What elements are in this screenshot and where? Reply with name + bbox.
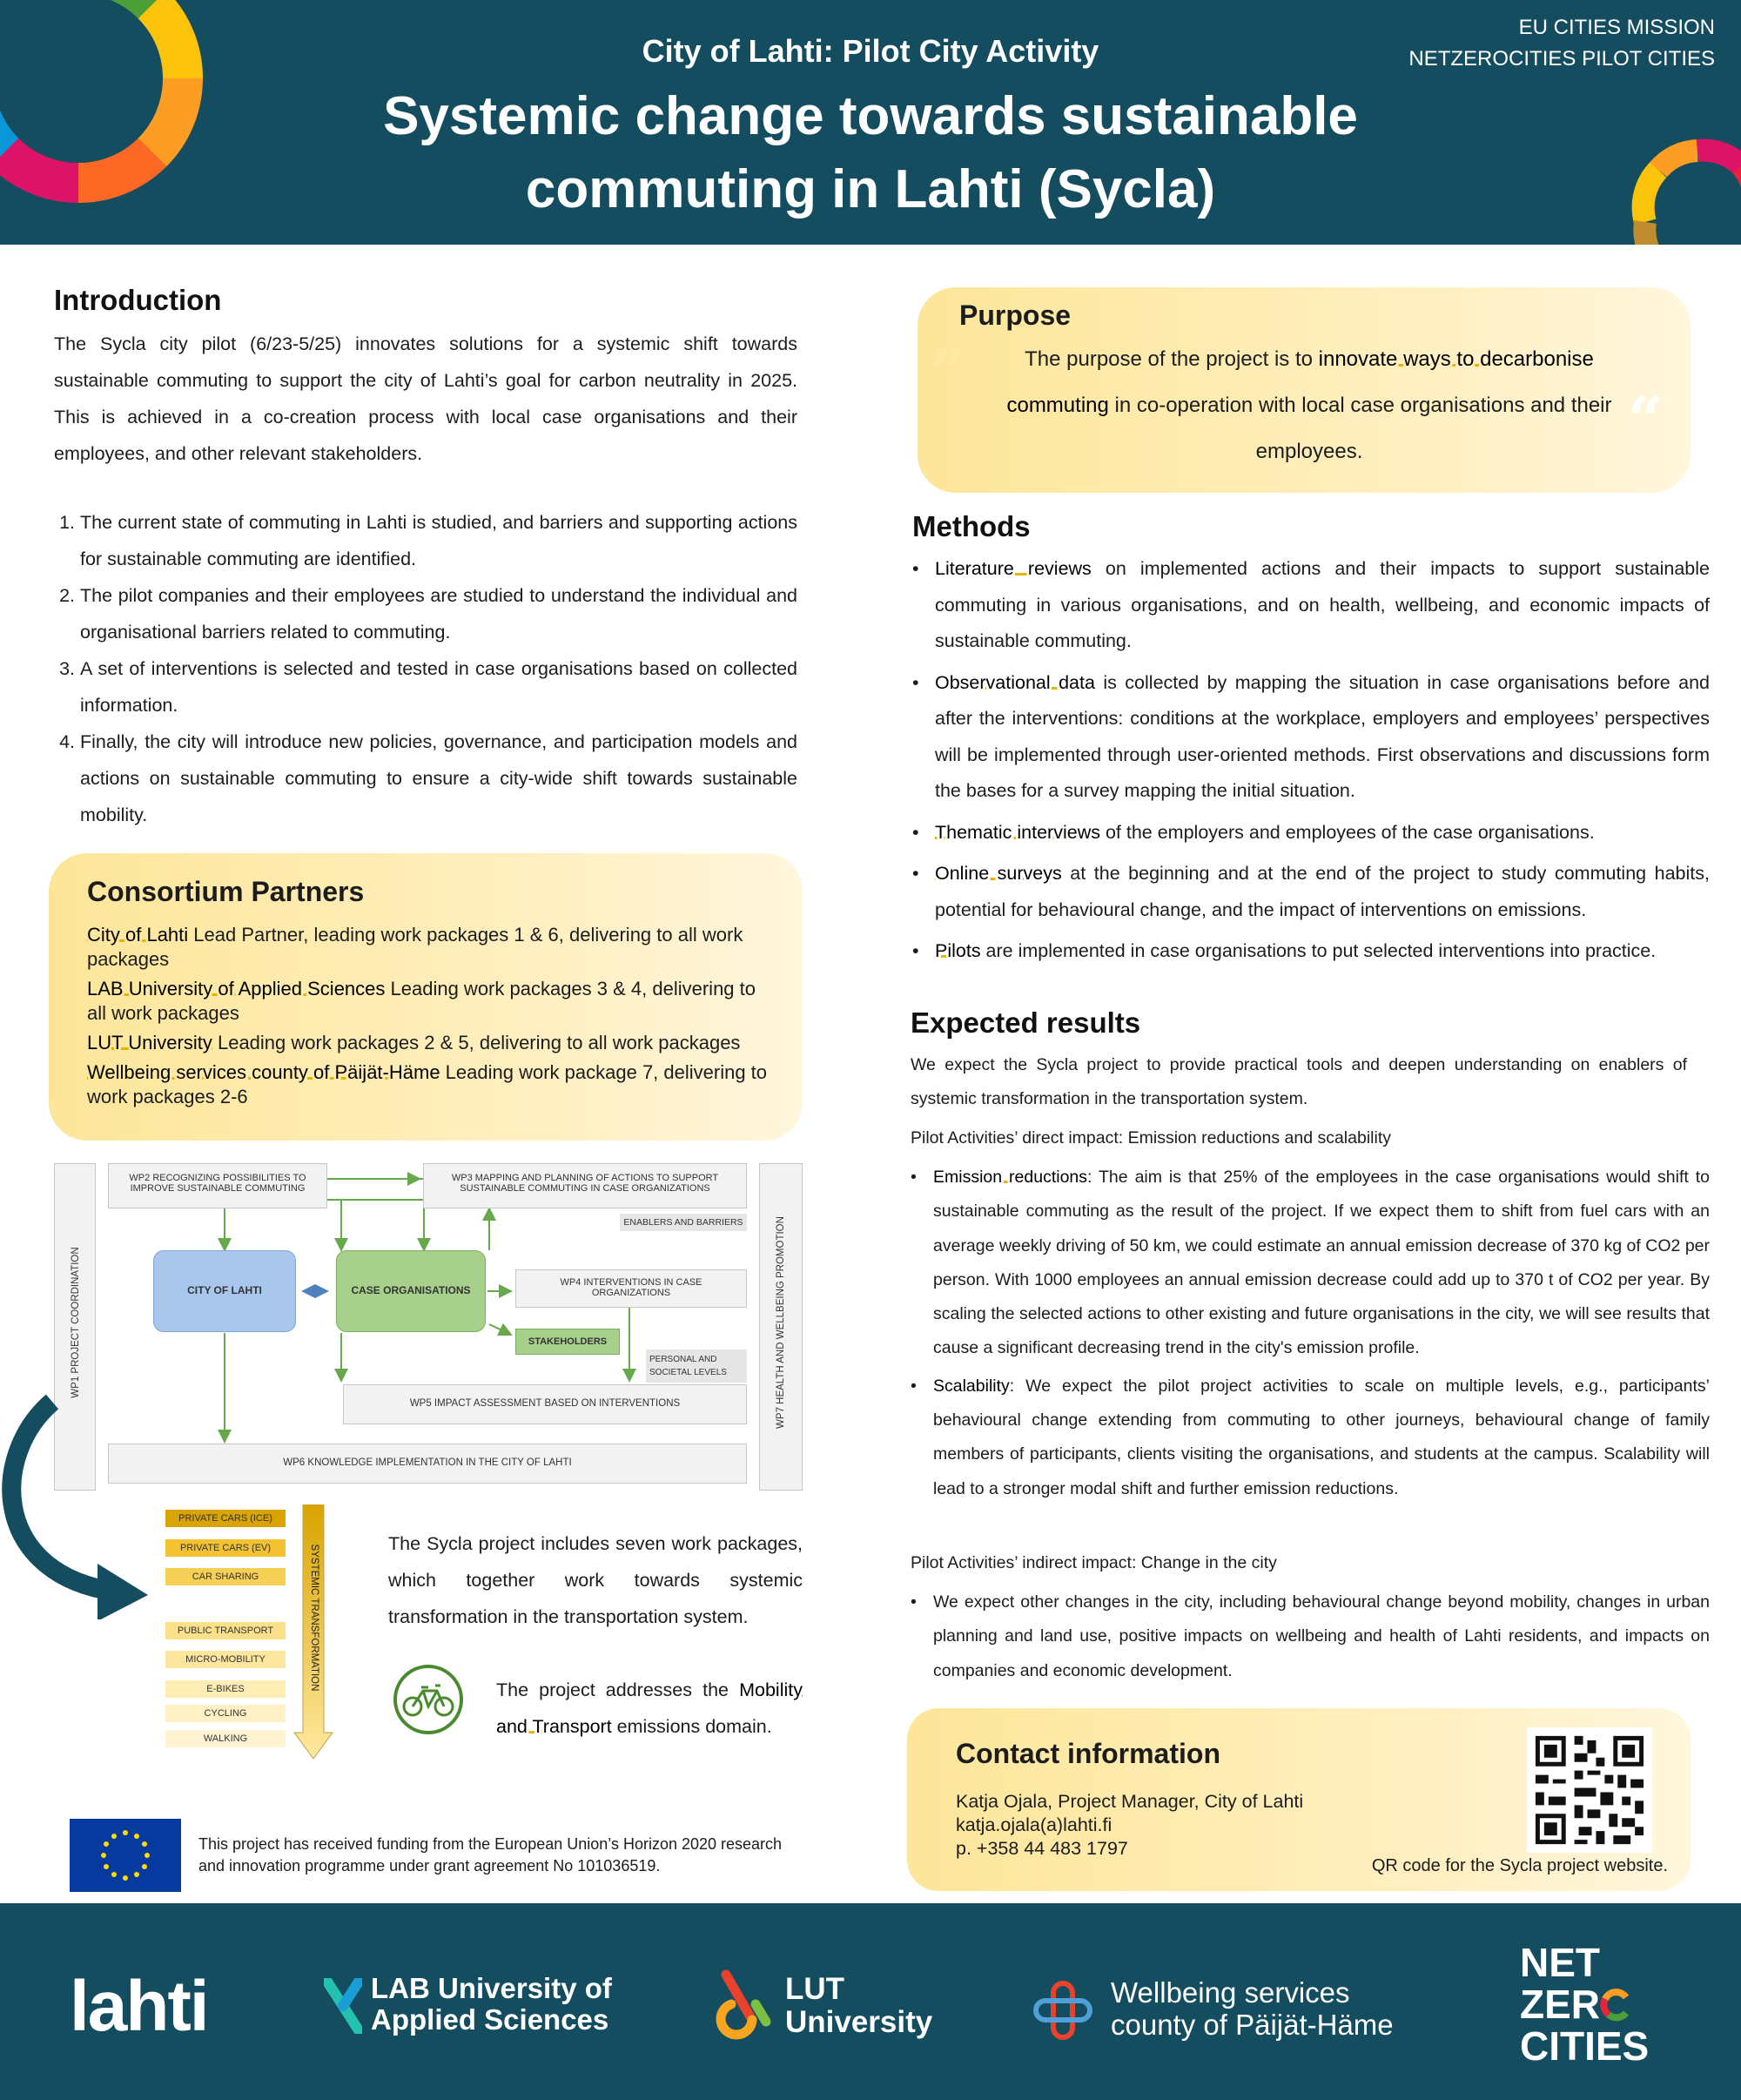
partner-role: Leading work package 7, delivering to work packages 2-6 [87,1061,768,1107]
lab-line-2: Applied Sciences [371,2003,609,2036]
methods-heading: Methods [912,510,1031,542]
systemic-transformation-label: SYSTEMIC TRANSFORMATION [309,1544,319,1692]
wp7-label: WP7 HEALTH AND WELLBEING PROMOTION [776,1216,786,1429]
domain-text [496,1672,803,1745]
enablers-label: ENABLERS AND BARRIERS [620,1214,747,1231]
domain-highlight: Mobility and Transport [496,1679,803,1737]
indirect-impact-heading: Pilot Activities’ indirect impact: Change in the city [911,1553,1277,1572]
ladder-item-car-sharing: CAR SHARING [165,1568,286,1585]
footer-logos [0,1903,1741,2100]
eu-flag-icon [70,1819,181,1892]
introduction-heading: Introduction [54,284,222,316]
lahti-logo-text: lahti [70,1967,208,2046]
impact-text: : We expect the pilot project activities to scale on multiple levels, e.g., participants’ behavioural change extending from commuting to other journeys, behavioural change of family members of participants, clients visiting the organisations, and students at the campus. Scalability will lead to a stronger modal shift and further emission reductions. [933,1376,1710,1498]
personal-societal-label: PERSONAL AND SOCIETAL LEVELS [646,1350,747,1383]
method-item [935,815,1710,851]
bicycle-icon [383,1665,475,1734]
lab-line-1: LAB University of [371,1972,612,2004]
wp3-box: WP3 MAPPING AND PLANNING OF ACTIONS TO SUPPORT SUSTAINABLE COMMUTING IN CASE ORGANIZATIONS [423,1163,747,1208]
consortium-box [49,853,803,1141]
wp5-box: WP5 IMPACT ASSESSMENT BASED ON INTERVENTIONS [343,1384,747,1424]
ladder-item-cycling: CYCLING [165,1705,286,1722]
method-title: Thematic interviews [935,821,1100,843]
wp6-box: WP6 KNOWLEDGE IMPLEMENTATION IN THE CITY OF LAHTI [108,1444,747,1484]
qr-pattern [1527,1727,1652,1853]
method-text: on implemented actions and their impacts to support sustainable commuting in various organisations, and on health, wellbeing, and economic impacts of sustainable commuting. [935,558,1710,651]
partner-name: LAB University of Applied Sciences [87,978,386,1000]
wellbeing-line-2: county of Päijät-Häme [1111,2009,1394,2041]
lahti-logo [70,1966,208,2048]
partner-role: Lead Partner, leading work packages 1 & 6, delivering to all work packages [87,924,743,970]
purpose-heading: Purpose [959,300,1072,331]
introduction-text: The Sycla city pilot (6/23-5/25) innovates solutions for a systemic shift towards sustainable commuting to support the city of Lahti’s goal for carbon neutrality in 2025. This is achieved in a co-creation process with local case organisations and their employees, and other relevant stakeholders. [54,333,797,464]
lab-logo-text [371,1973,612,2036]
indirect-impact-list [911,1585,1710,1693]
contact-details [956,1790,1303,1861]
impact-title: Emission reductions [933,1168,1088,1187]
poster-title: Systemic change towards sustainable commuting in Lahti (Sycla) [383,86,1358,219]
partner-name: Wellbeing services county of Päijät-Häme [87,1061,440,1083]
direct-impact-list [911,1161,1710,1506]
wp7-box [759,1163,803,1491]
partner-name: City of Lahti [87,924,189,946]
contact-box [907,1708,1691,1891]
wp1-label: WP1 PROJECT COORDINATION [71,1247,81,1398]
method-title: Literature reviews [935,558,1092,579]
purpose-box [918,287,1691,493]
ladder-item-public-transport: PUBLIC TRANSPORT [165,1622,286,1639]
method-title: Pilots [935,940,981,961]
quote-open-icon: ” [930,336,965,408]
partner-item [87,1031,775,1055]
method-title: Online surveys [935,863,1062,884]
wp4-box: WP4 INTERVENTIONS IN CASE ORGANIZATIONS [515,1269,747,1308]
case-organisations-box: CASE ORGANISATIONS [336,1250,486,1332]
purpose-before: The purpose of the project is to [1025,347,1319,371]
method-text: are implemented in case organisations to put selected interventions into practice. [980,940,1657,961]
wp2-box: WP2 RECOGNIZING POSSIBILITIES TO IMPROVE SUSTAINABLE COMMUTING [108,1163,327,1208]
mission-line-1: EU CITIES MISSION [1518,16,1715,39]
lut-logo-icon [714,1969,775,2043]
indirect-impact-item: • We expect other changes in the city, including behavioural change beyond mobility, changes in urban planning and land use, positive impacts on wellbeing and health of Lahti residents, and impacts on companies and economic development. [933,1585,1710,1688]
partner-item [87,977,775,1026]
ladder-item-micro-mobility: MICRO-MOBILITY [165,1651,286,1668]
mission-label [1408,12,1715,75]
method-item [935,665,1710,810]
wellbeing-logo-text [1111,1976,1394,2041]
ladder-item-private-ev: PRIVATE CARS (EV) [165,1539,286,1557]
results-intro: We expect the Sycla project to provide practical tools and deepen understanding on enablers of systemic transformation in the transportation system. [911,1055,1687,1108]
purpose-text [978,336,1640,475]
step-item: 3. A set of interventions is selected and tested in case organisations based on collected information. [80,650,797,724]
poster-subtitle: City of Lahti: Pilot City Activity [642,33,1099,69]
methods-list [912,551,1710,975]
city-of-lahti-box: CITY OF LAHTI [153,1250,296,1332]
domain-text-before: The project addresses the [496,1679,740,1700]
sdg-ring-right-icon [1619,126,1741,245]
purpose-highlight: innovate ways to decarbonise commuting [1006,347,1594,417]
method-item [935,933,1710,970]
step-item: 2. The pilot companies and their employees are studied to understand the individual and organisational barriers related to commuting. [80,577,797,650]
introduction-steps [54,504,797,833]
method-text: of the employers and employees of the case organisations. [1099,821,1595,843]
sdg-ring-left-icon [0,0,209,209]
nzc-line-1: NET [1520,1940,1600,1985]
impact-item [933,1370,1710,1506]
contact-phone: p. +358 44 483 1797 [956,1838,1128,1859]
mission-line-2: NETZEROCITIES PILOT CITIES [1408,47,1715,71]
method-item [935,856,1710,928]
stakeholders-box: STAKEHOLDERS [515,1329,620,1355]
lut-line-1: LUT [785,1972,845,2006]
nzc-ring-icon [1600,1987,1631,2022]
eu-stars-icon [70,1819,181,1892]
lut-line-2: University [785,2005,933,2039]
consortium-heading: Consortium Partners [87,876,365,907]
lut-logo-text [785,1973,932,2039]
netzerocities-logo [1520,1942,1649,2067]
method-item [935,551,1710,660]
lab-logo-icon [324,1978,362,2034]
partner-item [87,923,775,972]
domain-text-after: emissions domain. [611,1716,772,1737]
results-heading: Expected results [911,1006,1141,1039]
contact-email[interactable]: katja.ojala(a)lahti.fi [956,1814,1112,1835]
wellbeing-logo-icon [1032,1980,1093,2041]
qr-code-icon[interactable] [1527,1727,1652,1853]
partner-role: Leading work packages 2 & 5, delivering to all work packages [212,1032,741,1053]
impact-title: Scalability [933,1376,1010,1396]
direct-impact-heading: Pilot Activities’ direct impact: Emission reductions and scalability [911,1128,1391,1148]
impact-item [933,1161,1710,1366]
partner-item [87,1060,775,1109]
quote-close-icon: “ [1628,383,1664,455]
qr-caption: QR code for the Sycla project website. [1371,1856,1668,1875]
contact-heading: Contact information [956,1738,1220,1769]
partner-role: Leading work packages 3 & 4, delivering to all work packages [87,978,756,1024]
ladder-item-e-bikes: E-BIKES [165,1680,286,1698]
partner-list [87,923,775,1114]
nzc-line-2-text: ZER [1520,1982,1600,2027]
method-text: is collected by mapping the situation in case organisations before and after the interventions: conditions at the workplace, employers and employees’ perspectives will be implemented through user-oriented methods. First observations and discussions form the bases for a survey mapping the initial situation. [935,671,1710,801]
nzc-line-2 [1520,1983,1649,2025]
ladder-item-walking: WALKING [165,1730,286,1747]
ladder-item-private-ice: PRIVATE CARS (ICE) [165,1510,286,1527]
impact-text: : The aim is that 25% of the employees in the case organisations would shift to sustainable commuting as the result of the project. If we expect them to shift from fuel cars with an average weekly driving of 50 km, we could estimate an annual emission decrease of 370 kg of CO2 per person. With 1000 employees an annual emission decrease could add up to 370 t of CO2 per year. By scaling the selected actions to other existing and future organisations in the city, we will see results that cause a significant decreasing trend in the city's emission profile. [933,1168,1710,1358]
purpose-after: in co-operation with local case organisations and their employees. [1108,394,1612,463]
header-banner [0,0,1741,245]
funding-text: This project has received funding from the European Union’s Horizon 2020 research and innovation programme under grant agreement No 101036519. [198,1835,783,1875]
step-item: 4. Finally, the city will introduce new policies, governance, and participation models and actions on sustainable commuting to ensure a city-wide shift towards sustainable mobility. [80,724,797,833]
work-packages-text: The Sycla project includes seven work packages, which together work towards systemic transformation in the transportation system. [388,1533,803,1627]
method-title: Observational data [935,671,1095,693]
partner-name: LUT University [87,1032,212,1053]
modal-shift-ladder [0,1504,366,1766]
contact-name: Katja Ojala, Project Manager, City of Lahti [956,1791,1304,1812]
method-text: at the beginning and at the end of the project to study commuting habits, potential for behavioural change, and the impact of interventions on emissions. [935,863,1710,920]
wellbeing-line-1: Wellbeing services [1111,1976,1350,2009]
nzc-line-3: CITIES [1520,2023,1650,2069]
step-item: 1. The current state of commuting in Lahti is studied, and barriers and supporting actions for sustainable commuting are identified. [80,504,797,577]
